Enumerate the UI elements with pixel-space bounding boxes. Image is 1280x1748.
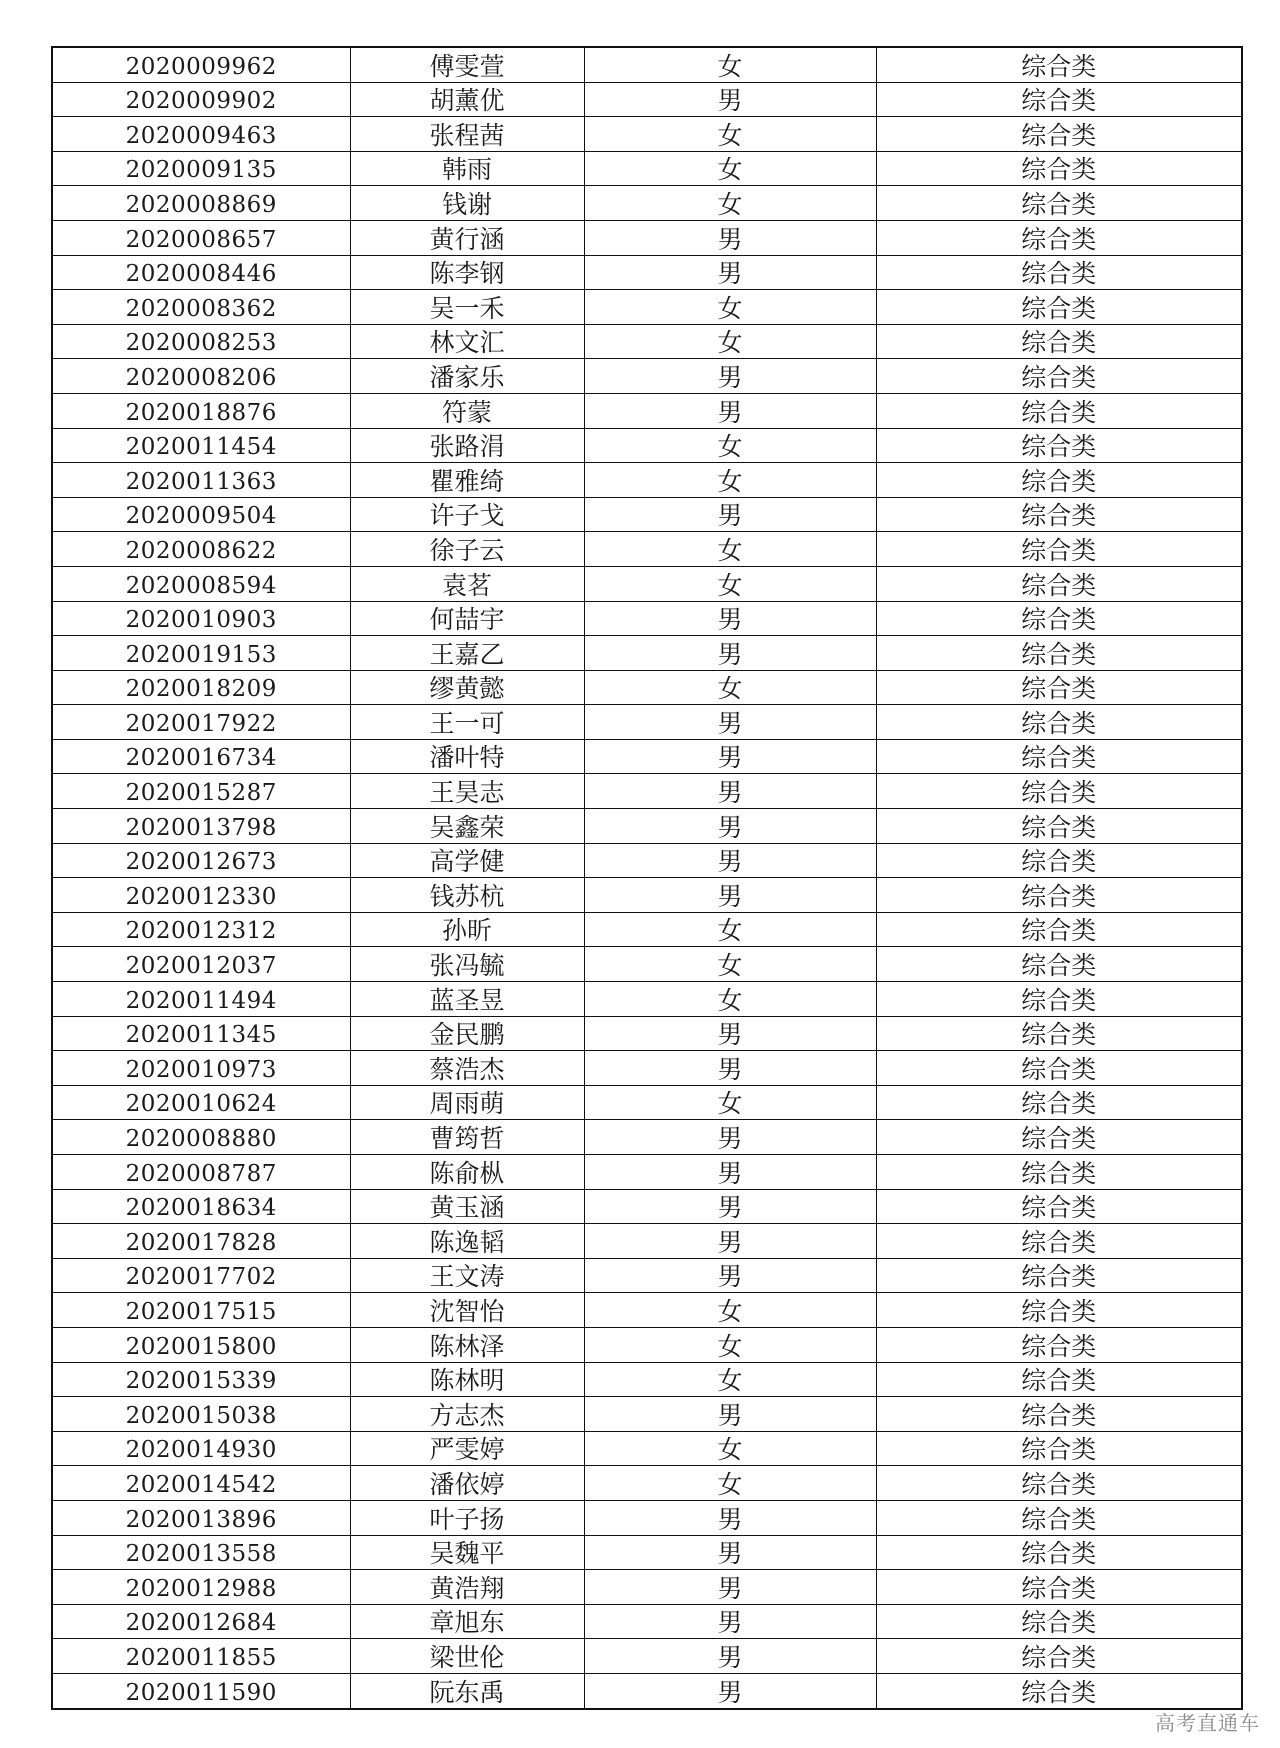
student-name-cell: 黄行涵 [350,220,584,255]
gender-cell: 男 [584,1535,876,1570]
table-row [52,774,1242,809]
table-row [52,497,1242,532]
category-cell: 综合类 [876,428,1242,463]
student-id-cell: 2020015038 [52,1397,350,1432]
table-row [52,982,1242,1017]
category-cell: 综合类 [876,1604,1242,1639]
student-name-cell: 瞿雅绮 [350,463,584,498]
table-row [52,843,1242,878]
category-cell: 综合类 [876,290,1242,325]
table-row [52,1397,1242,1432]
student-id-cell: 2020016734 [52,739,350,774]
gender-cell: 女 [584,324,876,359]
gender-cell: 男 [584,1397,876,1432]
gender-cell: 女 [584,1431,876,1466]
category-cell: 综合类 [876,912,1242,947]
table-row [52,1535,1242,1570]
gender-cell: 男 [584,601,876,636]
student-name-cell: 孙昕 [350,912,584,947]
gender-cell: 女 [584,912,876,947]
student-id-cell: 2020014542 [52,1466,350,1501]
category-cell: 综合类 [876,82,1242,117]
category-cell: 综合类 [876,739,1242,774]
category-cell: 综合类 [876,220,1242,255]
student-name-cell: 张路涓 [350,428,584,463]
gender-cell: 男 [584,359,876,394]
category-cell: 综合类 [876,393,1242,428]
student-name-cell: 袁茗 [350,566,584,601]
student-id-cell: 2020008657 [52,220,350,255]
gender-cell: 男 [584,636,876,671]
student-id-cell: 2020008253 [52,324,350,359]
student-id-cell: 2020011363 [52,463,350,498]
table-row [52,1327,1242,1362]
category-cell: 综合类 [876,1327,1242,1362]
student-name-cell: 陈李钢 [350,255,584,290]
table-row [52,1639,1242,1674]
table-row [52,1258,1242,1293]
table-row [52,1016,1242,1051]
table-row [52,1189,1242,1224]
student-id-cell: 2020017922 [52,705,350,740]
table-row [52,220,1242,255]
gender-cell: 女 [584,982,876,1017]
gender-cell: 男 [584,774,876,809]
student-name-cell: 陈逸韬 [350,1224,584,1259]
gender-cell: 男 [584,1120,876,1155]
table-row [52,1570,1242,1605]
gender-cell: 男 [584,1673,876,1708]
category-cell: 综合类 [876,1293,1242,1328]
category-cell: 综合类 [876,1673,1242,1708]
student-name-cell: 王文涛 [350,1258,584,1293]
category-cell: 综合类 [876,532,1242,567]
table-row [52,636,1242,671]
category-cell: 综合类 [876,1085,1242,1120]
table-row [52,1500,1242,1535]
category-cell: 综合类 [876,670,1242,705]
gender-cell: 男 [584,220,876,255]
category-cell: 综合类 [876,1051,1242,1086]
table-row [52,947,1242,982]
student-id-cell: 2020008206 [52,359,350,394]
student-name-cell: 张冯毓 [350,947,584,982]
student-name-cell: 陈林泽 [350,1327,584,1362]
category-cell: 综合类 [876,1431,1242,1466]
student-name-cell: 吴鑫荣 [350,809,584,844]
table-row [52,186,1242,221]
gender-cell: 女 [584,532,876,567]
table-row [52,532,1242,567]
category-cell: 综合类 [876,1639,1242,1674]
student-id-cell: 2020013896 [52,1500,350,1535]
student-name-cell: 吴魏平 [350,1535,584,1570]
category-cell: 综合类 [876,1258,1242,1293]
student-name-cell: 金民鹏 [350,1016,584,1051]
student-id-cell: 2020010903 [52,601,350,636]
gender-cell: 男 [584,1500,876,1535]
category-cell: 综合类 [876,1466,1242,1501]
student-id-cell: 2020012684 [52,1604,350,1639]
category-cell: 综合类 [876,151,1242,186]
gender-cell: 男 [584,1224,876,1259]
gender-cell: 女 [584,1085,876,1120]
table-row [52,1224,1242,1259]
student-id-cell: 2020017515 [52,1293,350,1328]
student-roster-table [51,46,1243,1710]
student-id-cell: 2020008869 [52,186,350,221]
student-name-cell: 何喆宇 [350,601,584,636]
student-name-cell: 符蒙 [350,393,584,428]
student-id-cell: 2020008594 [52,566,350,601]
table-row [52,809,1242,844]
gender-cell: 男 [584,255,876,290]
student-id-cell: 2020009135 [52,151,350,186]
student-id-cell: 2020009504 [52,497,350,532]
category-cell: 综合类 [876,809,1242,844]
table-row [52,1293,1242,1328]
category-cell: 综合类 [876,324,1242,359]
student-name-cell: 陈俞枞 [350,1155,584,1190]
gender-cell: 女 [584,47,876,82]
gender-cell: 女 [584,566,876,601]
table-row [52,393,1242,428]
student-name-cell: 蓝圣昱 [350,982,584,1017]
gender-cell: 女 [584,428,876,463]
student-name-cell: 高学健 [350,843,584,878]
gender-cell: 女 [584,1362,876,1397]
gender-cell: 男 [584,843,876,878]
table-row [52,601,1242,636]
student-id-cell: 2020009463 [52,117,350,152]
gender-cell: 女 [584,1466,876,1501]
student-name-cell: 潘家乐 [350,359,584,394]
gender-cell: 女 [584,117,876,152]
student-id-cell: 2020018876 [52,393,350,428]
gender-cell: 女 [584,947,876,982]
gender-cell: 男 [584,1016,876,1051]
category-cell: 综合类 [876,566,1242,601]
student-id-cell: 2020015339 [52,1362,350,1397]
student-id-cell: 2020015800 [52,1327,350,1362]
student-id-cell: 2020009902 [52,82,350,117]
student-id-cell: 2020012673 [52,843,350,878]
category-cell: 综合类 [876,255,1242,290]
student-id-cell: 2020012330 [52,878,350,913]
category-cell: 综合类 [876,497,1242,532]
gender-cell: 女 [584,1293,876,1328]
category-cell: 综合类 [876,1224,1242,1259]
student-id-cell: 2020017828 [52,1224,350,1259]
category-cell: 综合类 [876,1500,1242,1535]
table-row [52,255,1242,290]
category-cell: 综合类 [876,878,1242,913]
category-cell: 综合类 [876,1570,1242,1605]
student-id-cell: 2020013798 [52,809,350,844]
student-id-cell: 2020011494 [52,982,350,1017]
gender-cell: 男 [584,739,876,774]
table-row [52,1362,1242,1397]
watermark-text: 高考直通车 [1155,1711,1260,1735]
category-cell: 综合类 [876,1189,1242,1224]
student-name-cell: 傅雯萱 [350,47,584,82]
gender-cell: 男 [584,82,876,117]
table-row [52,82,1242,117]
gender-cell: 男 [584,809,876,844]
table-row [52,670,1242,705]
student-name-cell: 王昊志 [350,774,584,809]
table-row [52,428,1242,463]
student-name-cell: 方志杰 [350,1397,584,1432]
table-row [52,151,1242,186]
category-cell: 综合类 [876,843,1242,878]
student-id-cell: 2020008362 [52,290,350,325]
student-name-cell: 王嘉乙 [350,636,584,671]
gender-cell: 女 [584,670,876,705]
student-name-cell: 吴一禾 [350,290,584,325]
gender-cell: 男 [584,1570,876,1605]
student-id-cell: 2020015287 [52,774,350,809]
student-name-cell: 章旭东 [350,1604,584,1639]
category-cell: 综合类 [876,774,1242,809]
student-id-cell: 2020008622 [52,532,350,567]
category-cell: 综合类 [876,1155,1242,1190]
student-name-cell: 梁世伦 [350,1639,584,1674]
student-id-cell: 2020018634 [52,1189,350,1224]
student-name-cell: 叶子扬 [350,1500,584,1535]
student-name-cell: 林文汇 [350,324,584,359]
category-cell: 综合类 [876,1362,1242,1397]
roster-body [52,47,1242,1709]
student-id-cell: 2020012037 [52,947,350,982]
student-name-cell: 缪黄懿 [350,670,584,705]
table-row [52,359,1242,394]
gender-cell: 女 [584,463,876,498]
student-id-cell: 2020008880 [52,1120,350,1155]
gender-cell: 男 [584,1604,876,1639]
gender-cell: 女 [584,186,876,221]
student-id-cell: 2020008446 [52,255,350,290]
gender-cell: 女 [584,1327,876,1362]
gender-cell: 男 [584,497,876,532]
table-row [52,739,1242,774]
student-name-cell: 胡薰优 [350,82,584,117]
category-cell: 综合类 [876,705,1242,740]
student-id-cell: 2020013558 [52,1535,350,1570]
table-row [52,1466,1242,1501]
student-id-cell: 2020009962 [52,47,350,82]
student-id-cell: 2020012988 [52,1570,350,1605]
category-cell: 综合类 [876,601,1242,636]
gender-cell: 男 [584,878,876,913]
category-cell: 综合类 [876,117,1242,152]
student-name-cell: 陈林明 [350,1362,584,1397]
table-row [52,705,1242,740]
student-name-cell: 沈智怡 [350,1293,584,1328]
student-id-cell: 2020008787 [52,1155,350,1190]
table-row [52,117,1242,152]
student-name-cell: 徐子云 [350,532,584,567]
category-cell: 综合类 [876,359,1242,394]
table-row [52,1051,1242,1086]
table-row [52,1431,1242,1466]
table-row [52,912,1242,947]
table-row [52,1120,1242,1155]
gender-cell: 女 [584,290,876,325]
table-row [52,1155,1242,1190]
gender-cell: 男 [584,393,876,428]
gender-cell: 男 [584,1258,876,1293]
student-name-cell: 曹筠哲 [350,1120,584,1155]
gender-cell: 男 [584,705,876,740]
table-row [52,324,1242,359]
student-id-cell: 2020017702 [52,1258,350,1293]
category-cell: 综合类 [876,1120,1242,1155]
category-cell: 综合类 [876,982,1242,1017]
gender-cell: 男 [584,1189,876,1224]
student-id-cell: 2020019153 [52,636,350,671]
category-cell: 综合类 [876,636,1242,671]
category-cell: 综合类 [876,947,1242,982]
gender-cell: 男 [584,1051,876,1086]
table-row [52,566,1242,601]
table-row [52,47,1242,82]
gender-cell: 男 [584,1155,876,1190]
category-cell: 综合类 [876,186,1242,221]
table-row [52,463,1242,498]
student-id-cell: 2020012312 [52,912,350,947]
student-name-cell: 周雨萌 [350,1085,584,1120]
student-name-cell: 蔡浩杰 [350,1051,584,1086]
student-id-cell: 2020011855 [52,1639,350,1674]
student-name-cell: 阮东禹 [350,1673,584,1708]
student-name-cell: 潘依婷 [350,1466,584,1501]
student-name-cell: 许子戈 [350,497,584,532]
student-id-cell: 2020014930 [52,1431,350,1466]
student-name-cell: 钱苏杭 [350,878,584,913]
student-name-cell: 潘叶特 [350,739,584,774]
student-name-cell: 黄浩翔 [350,1570,584,1605]
student-name-cell: 张程茜 [350,117,584,152]
student-name-cell: 韩雨 [350,151,584,186]
student-id-cell: 2020011345 [52,1016,350,1051]
student-name-cell: 钱谢 [350,186,584,221]
student-id-cell: 2020010624 [52,1085,350,1120]
student-id-cell: 2020018209 [52,670,350,705]
category-cell: 综合类 [876,1397,1242,1432]
category-cell: 综合类 [876,1016,1242,1051]
category-cell: 综合类 [876,463,1242,498]
category-cell: 综合类 [876,47,1242,82]
gender-cell: 女 [584,151,876,186]
category-cell: 综合类 [876,1535,1242,1570]
student-name-cell: 黄玉涵 [350,1189,584,1224]
table-row [52,878,1242,913]
student-id-cell: 2020011590 [52,1673,350,1708]
student-id-cell: 2020011454 [52,428,350,463]
table-row [52,290,1242,325]
gender-cell: 男 [584,1639,876,1674]
table-row [52,1604,1242,1639]
student-name-cell: 王一可 [350,705,584,740]
table-row [52,1673,1242,1708]
table-row [52,1085,1242,1120]
student-id-cell: 2020010973 [52,1051,350,1086]
student-name-cell: 严雯婷 [350,1431,584,1466]
